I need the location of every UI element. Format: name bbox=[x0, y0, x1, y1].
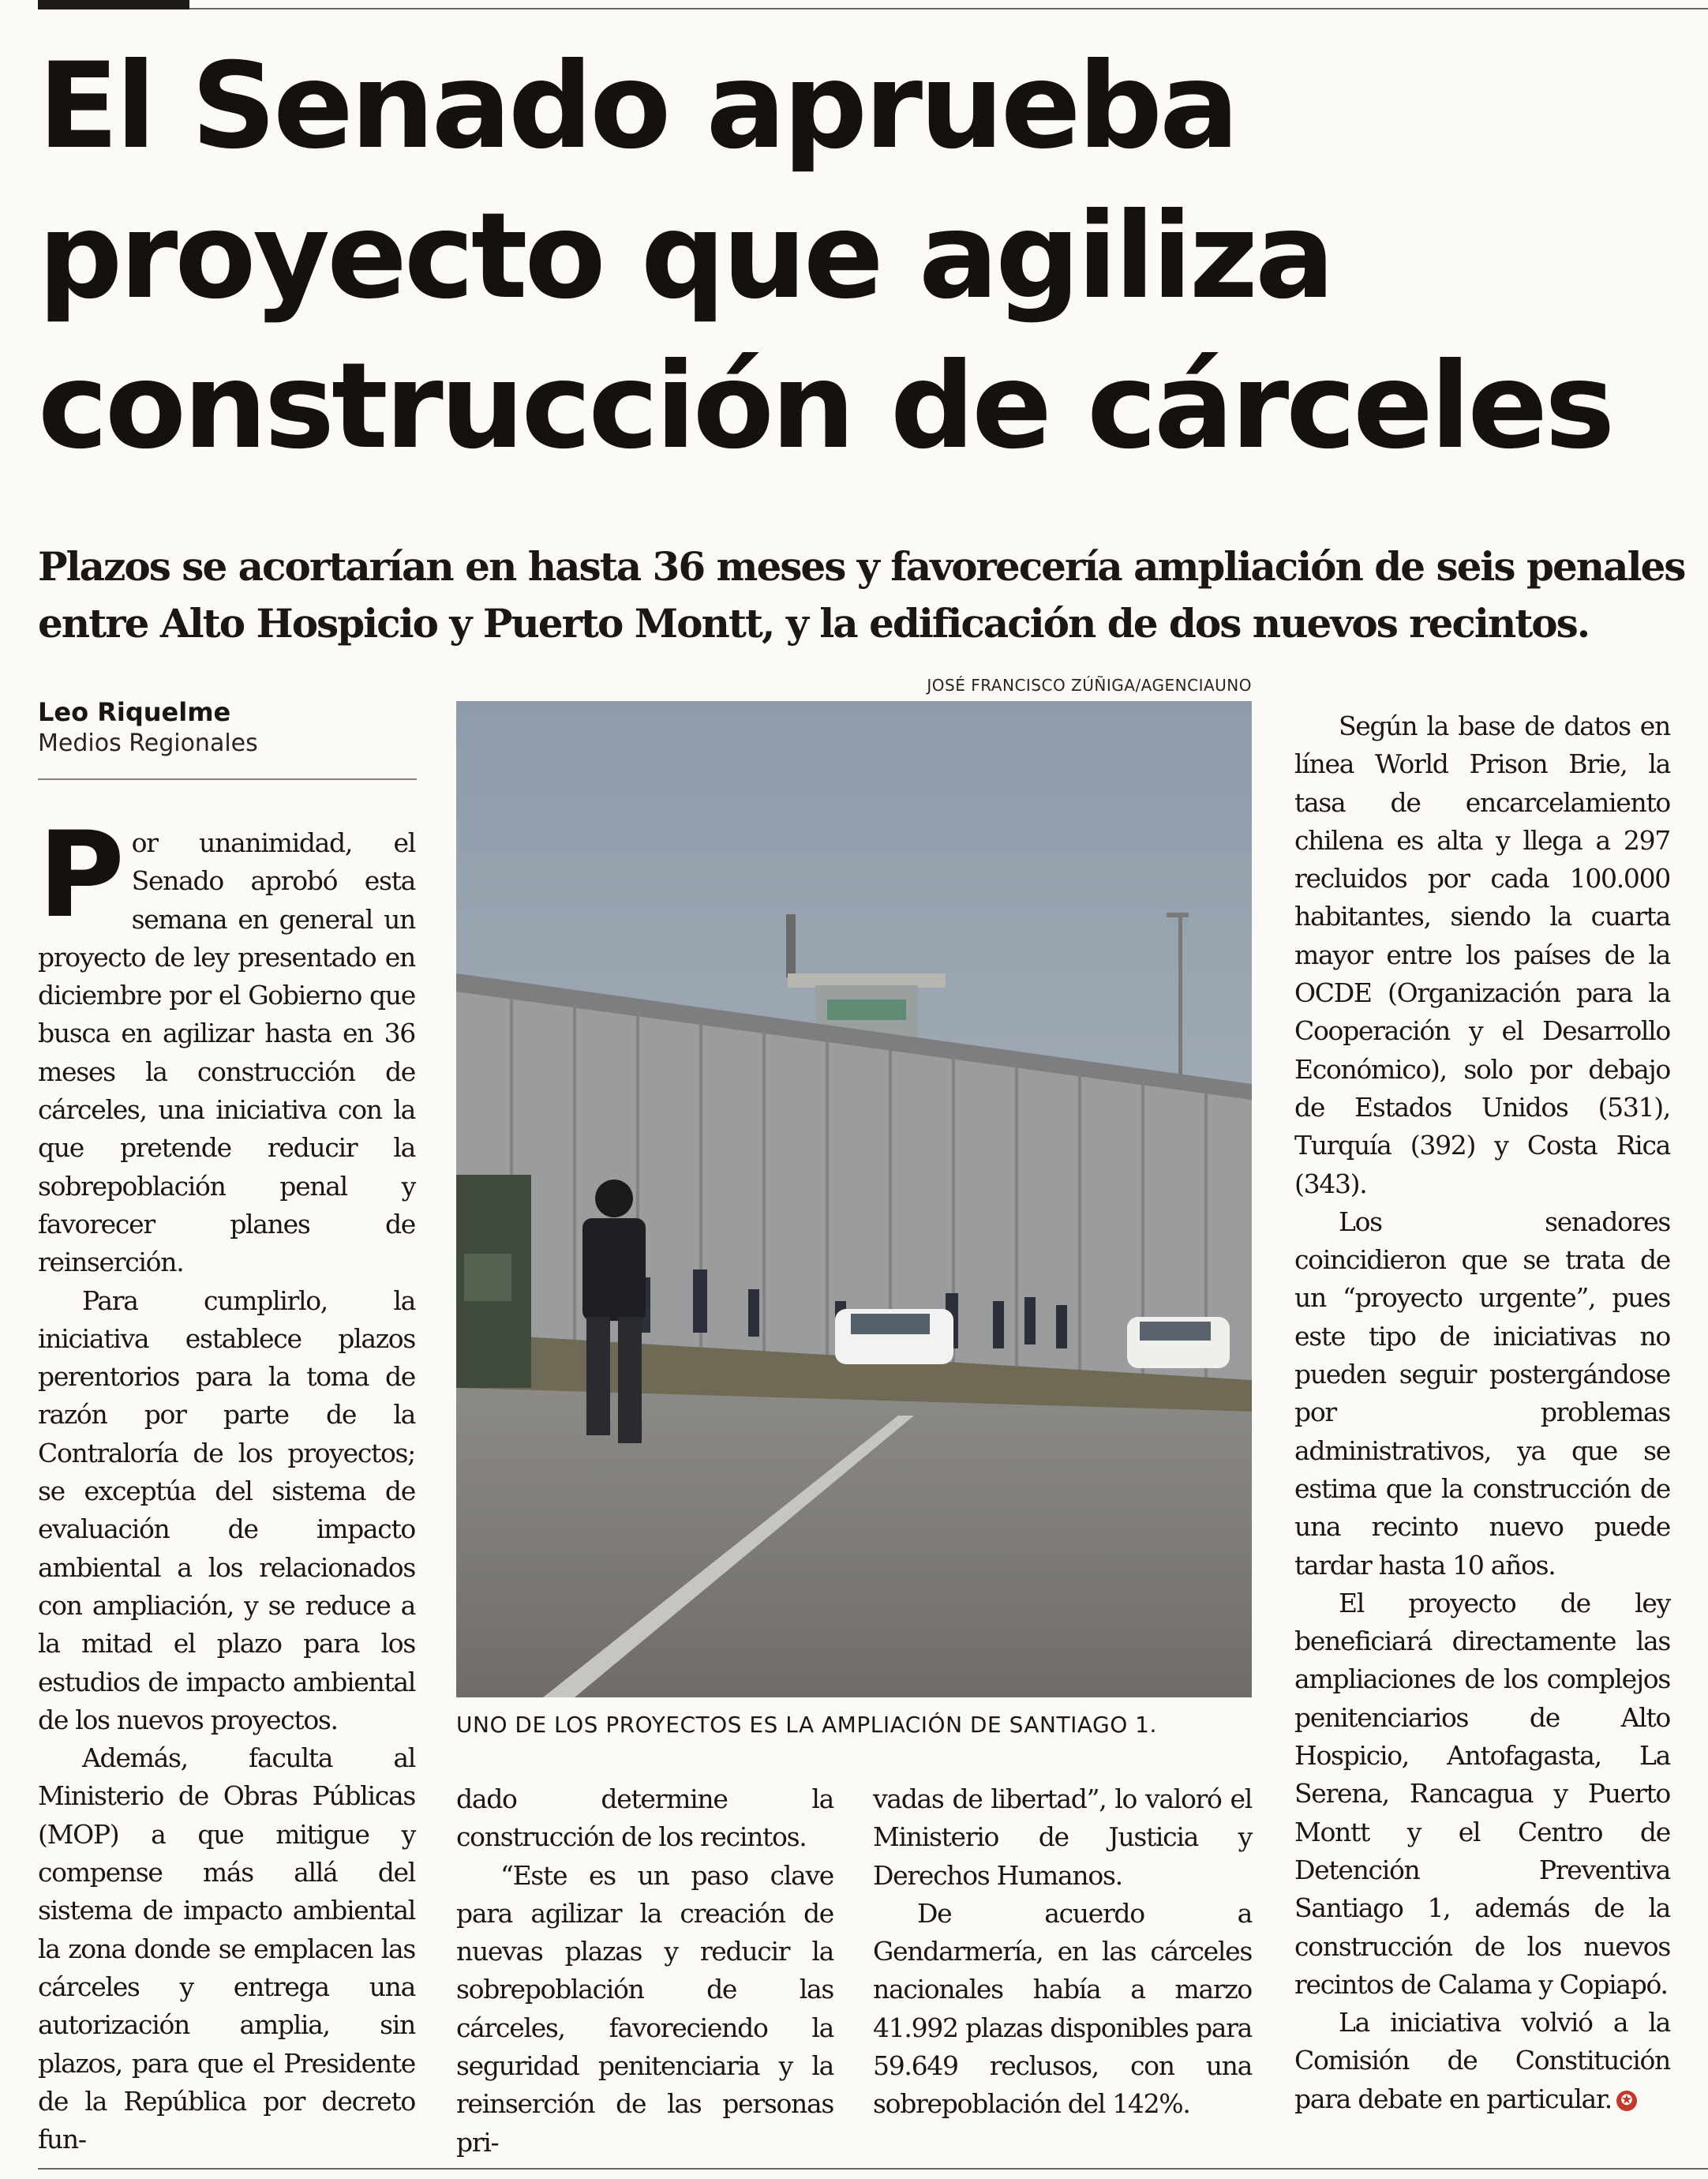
author-outlet: Medios Regionales bbox=[38, 729, 258, 757]
deck-subheadline: Plazos se acortarían en hasta 36 meses y favorecería ampliación de seis penales entre Alto Hospicio y Puerto Montt, y la edificación de dos nuevos recintos. bbox=[38, 543, 1685, 647]
paragraph-8: El proyecto de ley beneficiará directamente las ampliaciones de los complejos penitenciarios de Alto Hospicio, Antofagasta, La Serena, Rancagua y Puerto Montt y el Centro de Detención Preventiva Santiago 1, además de la construcción de los nuevos recintos de Calama y Copiapó. bbox=[1294, 1587, 1670, 2000]
paragraph-3: Además, faculta al Ministerio de Obras Públicas (MOP) a que mitigue y compense más allá del sistema de impacto ambiental la zona donde se emplacen las cárceles y entrega una autorización amplia, sin plazos, para que el Presidente de la República por decreto fun- bbox=[38, 1742, 415, 2155]
paragraph-5: De acuerdo a Gendarmería, en las cárceles nacionales había a marzo 41.992 plazas disponibles para 59.649 reclusos, con una sobrepoblación del 142%. bbox=[873, 1897, 1252, 2120]
article-photo bbox=[456, 701, 1252, 1697]
headline-line-2: proyecto que agiliza bbox=[38, 188, 1332, 325]
top-rule bbox=[189, 8, 1708, 9]
photo-caption: UNO DE LOS PROYECTOS ES LA AMPLIACIÓN DE SANTIAGO 1. bbox=[456, 1712, 1157, 1738]
paragraph-9-text: La iniciativa volvió a la Comisión de Constitución para debate en particular. bbox=[1294, 2007, 1670, 2114]
byline bbox=[38, 696, 425, 759]
column-2 bbox=[456, 1780, 833, 2162]
paragraph-6: Según la base de datos en línea World Prison Brie, la tasa de encarcelamiento chilena es alta y llega a 297 recluidos por cada 100.000 habitantes, siendo la cuarta mayor entre los países de la OCDE (Organización para la Cooperación y el Desarrollo Económico), solo por debajo de Estados Unidos (531), Turquía (392) y Costa Rica (343). bbox=[1294, 711, 1670, 1199]
paragraph-7: Los senadores coincidieron que se trata de un “proyecto urgente”, pues este tipo de iniciativas no pueden seguir postergándose por problemas administrativos, ya que se estima que la construcción de una recinto nuevo puede tardar hasta 10 años. bbox=[1294, 1206, 1670, 1581]
column-4 bbox=[1294, 707, 1670, 2118]
headline-line-1: El Senado aprueba bbox=[38, 38, 1237, 175]
bottom-rule bbox=[38, 2168, 1708, 2170]
end-of-article-icon: ✪ bbox=[1616, 2091, 1637, 2111]
paragraph-4-continued: vadas de libertad”, lo valoró el Ministerio de Justicia y Derechos Humanos. bbox=[873, 1783, 1252, 1891]
top-bar bbox=[38, 0, 189, 9]
paragraph-1-text: or unanimidad, el Senado aprobó esta semana en general un proyecto de ley presentado en diciembre por el Gobierno que busca en agilizar hasta en 36 meses la construcción de cárceles, una iniciativa con la que pretende reducir la sobrepoblación penal y favorecer planes de reinserción. bbox=[38, 827, 415, 1278]
paragraph-1 bbox=[38, 807, 415, 1282]
paragraph-3-continued: dado determine la construcción de los recintos. bbox=[456, 1783, 833, 1853]
drop-cap: P bbox=[38, 807, 124, 944]
paragraph-4: “Este es un paso clave para agilizar la creación de nuevas plazas y reducir la sobrepoblación de las cárceles, favoreciendo la seguridad penitenciaria y la reinserción de las personas pri- bbox=[456, 1859, 833, 2158]
byline-rule bbox=[38, 778, 417, 780]
headline bbox=[38, 32, 1695, 482]
paragraph-9 bbox=[1294, 2004, 1670, 2118]
headline-line-3: construcción de cárceles bbox=[38, 338, 1612, 475]
column-3 bbox=[873, 1780, 1252, 2124]
paragraph-2: Para cumplirlo, la iniciativa establece plazos perentorios para la toma de razón por parte de la Contraloría de los proyectos; se exceptúa del sistema de evaluación de impacto ambiental a los relacionados con ampliación, y se reduce a la mitad el plazo para los estudios de impacto ambiental de los nuevos proyectos. bbox=[38, 1285, 415, 1735]
author-name: Leo Riquelme bbox=[38, 697, 231, 727]
column-1 bbox=[38, 807, 415, 2158]
photo-credit: JOSÉ FRANCISCO ZÚÑIGA/AGENCIAUNO bbox=[927, 676, 1252, 695]
